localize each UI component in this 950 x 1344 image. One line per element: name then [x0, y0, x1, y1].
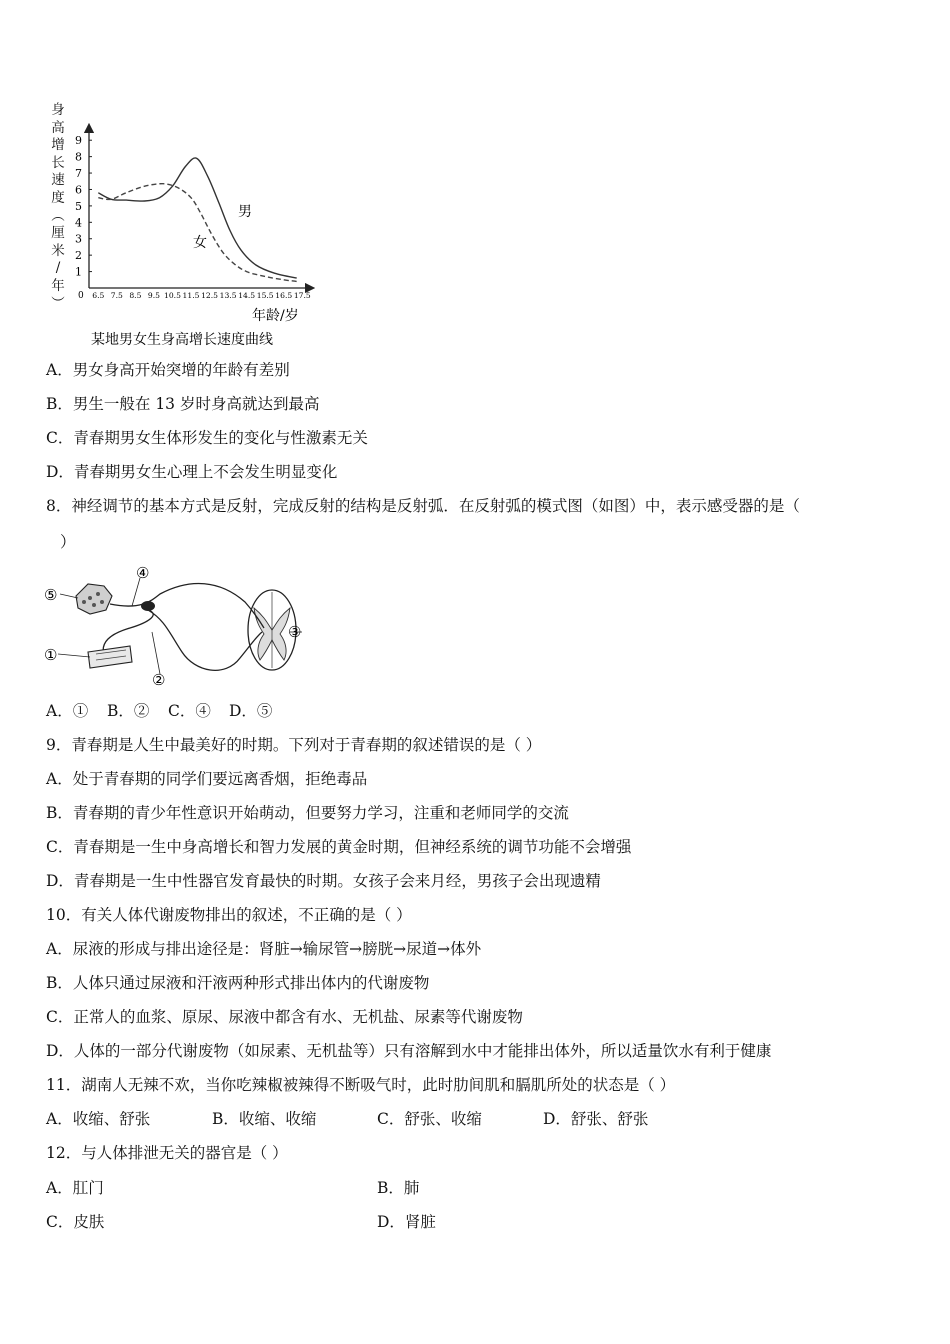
y-tick-label: 5: [75, 199, 82, 213]
y-label-char: ︶: [51, 295, 65, 312]
q12-option-c[interactable]: C．皮肤: [46, 1213, 105, 1231]
y-tick-label: 8: [75, 150, 82, 164]
q9-option-c[interactable]: C．青春期是一生中身高增长和智力发展的黄金时期，但神经系统的调节功能不会增强: [46, 838, 632, 856]
q9-option-d[interactable]: D．青春期是一生中性器官发育最快的时期。女孩子会来月经，男孩子会出现遗精: [46, 872, 601, 890]
y-label-char: 米: [51, 242, 65, 259]
y-tick-label: 7: [75, 167, 82, 181]
q10-option-b[interactable]: B．人体只通过尿液和汗液两种形式排出体内的代谢废物: [46, 974, 430, 992]
x-tick-label: 14.5: [238, 291, 256, 300]
y-tick-label: 2: [75, 249, 82, 263]
y-label-char: 长: [51, 154, 65, 171]
y-label-char: 增: [51, 137, 65, 154]
q11-option-d[interactable]: D．舒张、舒张: [543, 1110, 649, 1128]
y-tick-label: 6: [75, 183, 82, 197]
q7-option-c[interactable]: C．青春期男女生体形发生的变化与性激素无关: [46, 429, 368, 447]
x-tick-label: 7.5: [110, 291, 123, 300]
y-tick-label: 1: [75, 265, 82, 279]
label-2: ②: [152, 671, 166, 689]
x-tick-label: 11.5: [182, 291, 200, 300]
origin-label: 0: [78, 291, 84, 301]
q7-option-d[interactable]: D．青春期男女生心理上不会发生明显变化: [46, 463, 338, 481]
q10-stem: 10．有关人体代谢废物排出的叙述，不正确的是（ ）: [46, 906, 412, 924]
reflex-arc-diagram: [40, 562, 310, 690]
q8-option-b[interactable]: B．②: [107, 702, 150, 720]
x-tick-label: 13.5: [219, 291, 237, 300]
q11-options: [46, 1109, 648, 1129]
q8-option-a[interactable]: A．①: [46, 702, 89, 720]
y-tick-label: 4: [75, 216, 82, 230]
q10-option-a[interactable]: A．尿液的形成与排出途径是：肾脏→输尿管→膀胱→尿道→体外: [46, 940, 482, 958]
y-label-char: 厘: [51, 225, 65, 242]
q7-option-a[interactable]: A．男女身高开始突增的年龄有差别: [46, 361, 290, 379]
effector: [76, 584, 112, 614]
q11-option-b[interactable]: B．收缩、收缩: [212, 1110, 317, 1128]
q12-option-a[interactable]: A．肛门: [46, 1179, 104, 1197]
y-label-char: 度: [51, 189, 65, 206]
x-tick-label: 17.5: [293, 291, 311, 300]
q11-option-c[interactable]: C．舒张、收缩: [377, 1110, 482, 1128]
x-tick-label: 8.5: [129, 291, 142, 300]
x-axis-label: 年龄/岁: [252, 308, 299, 324]
label-3: ③: [288, 623, 302, 641]
y-label-char: 身: [51, 102, 65, 118]
q10-option-c[interactable]: C．正常人的血浆、原尿、尿液中都含有水、无机盐、尿素等代谢废物: [46, 1008, 523, 1026]
label-5: ⑤: [44, 586, 58, 604]
x-tick-label: 16.5: [275, 291, 293, 300]
q7-option-b[interactable]: B．男生一般在 13 岁时身高就达到最高: [46, 395, 320, 413]
x-tick-label: 15.5: [256, 291, 274, 300]
label-4: ④: [136, 564, 150, 582]
x-tick-label: 12.5: [201, 291, 219, 300]
y-tick-label: 9: [75, 134, 82, 148]
x-tick-label: 6.5: [92, 291, 105, 300]
receptor: [88, 646, 132, 668]
female-growth-line: [98, 184, 296, 282]
y-label-char: ︵: [51, 207, 65, 224]
y-label-char: 高: [51, 119, 65, 136]
q9-stem: 9．青春期是人生中最美好的时期。下列对于青春期的叙述错误的是（ ）: [46, 736, 542, 754]
q12-option-d[interactable]: D．肾脏: [377, 1213, 436, 1231]
y-label-char: 年: [51, 277, 65, 294]
female-label: 女: [193, 235, 207, 251]
y-tick-label: 3: [75, 232, 82, 246]
q8-option-d[interactable]: D．⑤: [229, 702, 273, 720]
q8-options: [46, 701, 272, 721]
q8-option-c[interactable]: C．④: [168, 702, 211, 720]
height-growth-chart: [0, 0, 330, 350]
q12-options-row1: [46, 1178, 419, 1198]
x-tick-label: 9.5: [147, 291, 160, 300]
q12-stem: 12．与人体排泄无关的器官是（ ）: [46, 1144, 288, 1162]
q10-option-d[interactable]: D．人体的一部分代谢废物（如尿素、无机盐等）只有溶解到水中才能排出体外，所以适量饮水有利于健康: [46, 1042, 772, 1060]
q8-stem-end: ）: [60, 533, 76, 551]
q11-stem: 11．湖南人无辣不欢，当你吃辣椒被辣得不断吸气时，此时肋间肌和膈肌所处的状态是（ ）: [46, 1076, 676, 1094]
male-label: 男: [238, 204, 252, 220]
q11-option-a[interactable]: A．收缩、舒张: [46, 1110, 151, 1128]
chart-title: 某地男女生身高增长速度曲线: [91, 332, 273, 348]
q9-option-a[interactable]: A．处于青春期的同学们要远离香烟，拒绝毒品: [46, 770, 368, 788]
q12-options-row2: [46, 1212, 436, 1232]
male-growth-line: [98, 158, 296, 278]
x-tick-label: 10.5: [164, 291, 181, 300]
y-label-char: /: [55, 260, 61, 277]
efferent-nerve: [110, 584, 264, 628]
q9-option-b[interactable]: B．青春期的青少年性意识开始萌动，但要努力学习，注重和老师同学的交流: [46, 804, 569, 822]
y-label-char: 速: [51, 172, 65, 189]
q12-option-b[interactable]: B．肺: [377, 1179, 420, 1197]
q8-stem: 8．神经调节的基本方式是反射，完成反射的结构是反射弧．在反射弧的模式图（如图）中，表示感受器的是（: [46, 497, 800, 515]
ganglion: [141, 601, 155, 611]
label-1: ①: [44, 646, 58, 664]
